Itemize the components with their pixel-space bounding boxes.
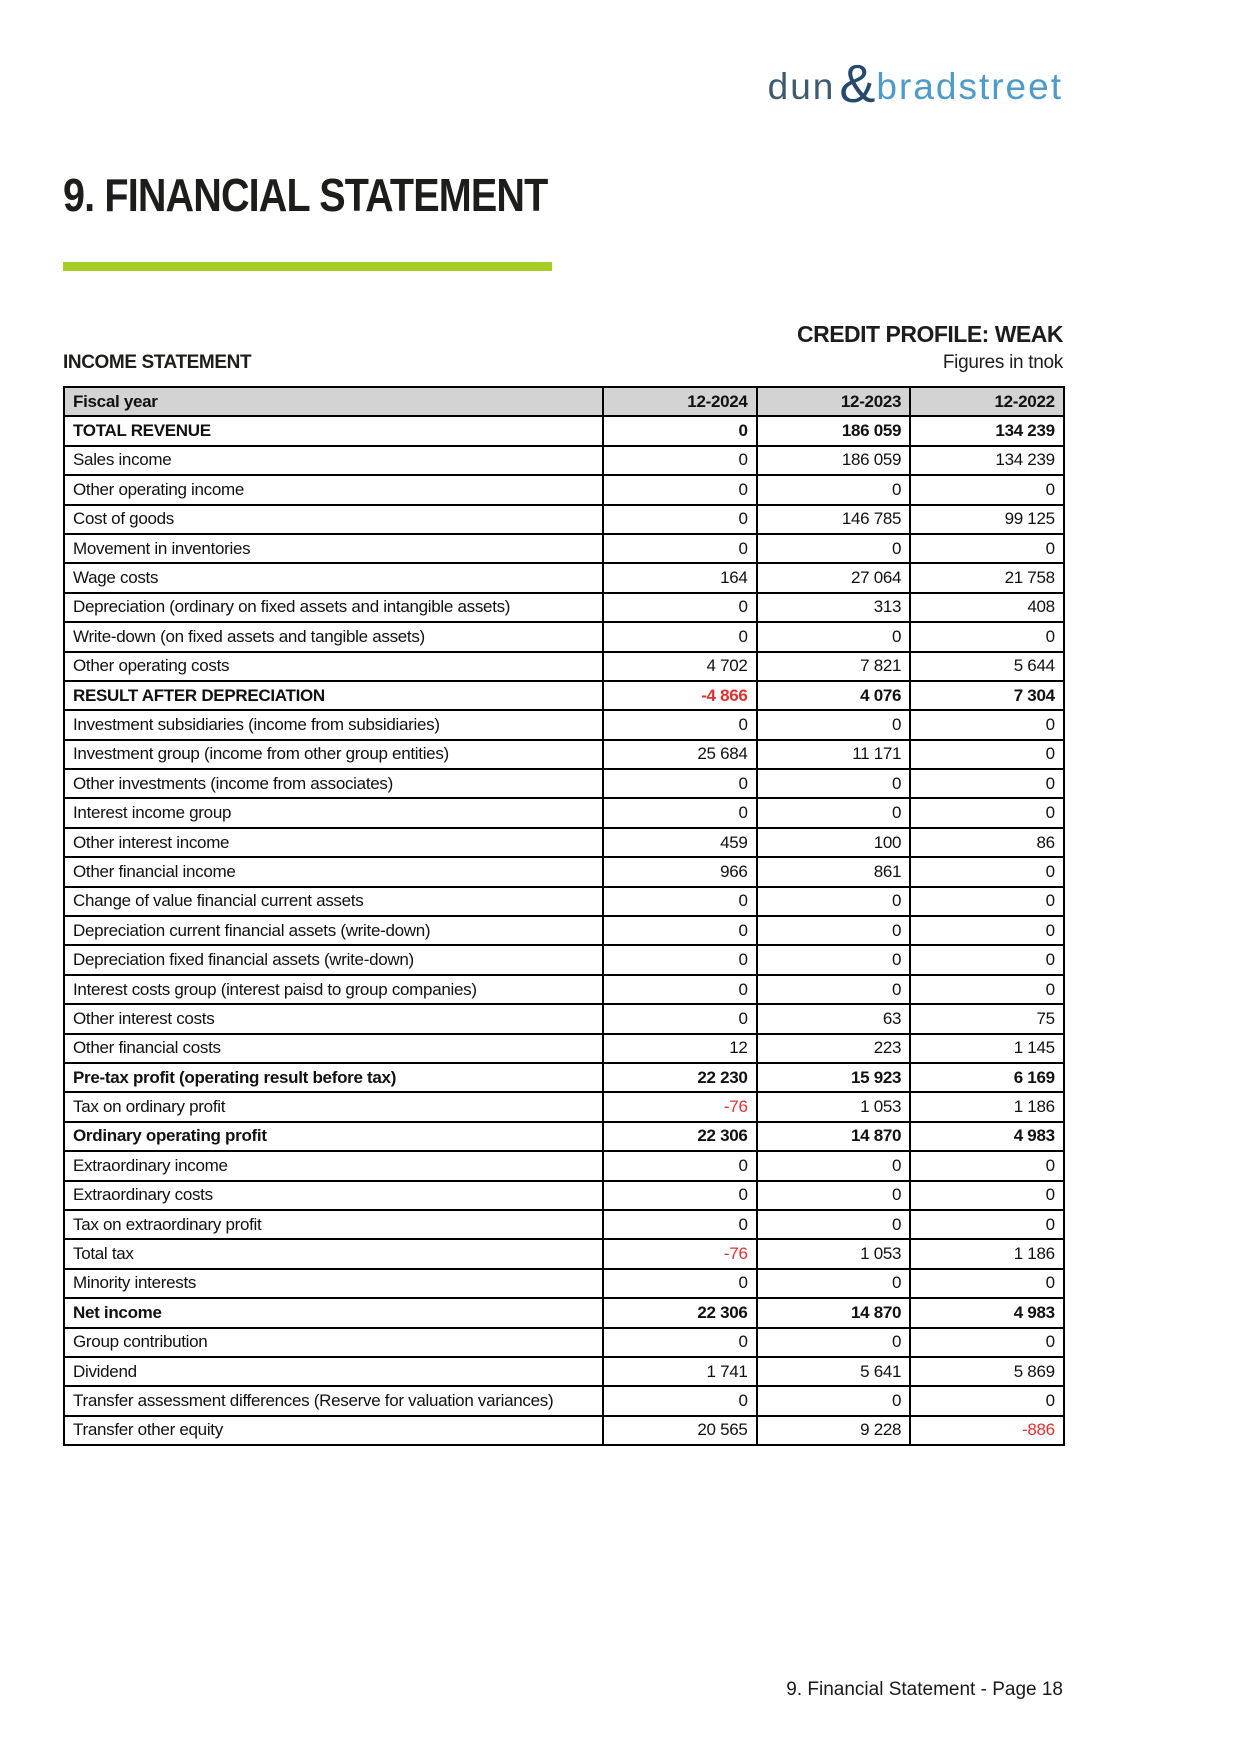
row-label: Tax on ordinary profit bbox=[64, 1092, 603, 1121]
value-cell: 27 064 bbox=[757, 563, 911, 592]
value-cell: 0 bbox=[757, 1151, 911, 1180]
value-cell: 0 bbox=[757, 887, 911, 916]
table-row bbox=[64, 1357, 1064, 1386]
row-label: TOTAL REVENUE bbox=[64, 416, 603, 445]
table-row bbox=[64, 416, 1064, 445]
title-underline bbox=[63, 262, 552, 271]
row-label: Other operating costs bbox=[64, 652, 603, 681]
row-label: Investment group (income from other group entities) bbox=[64, 740, 603, 769]
value-cell: 146 785 bbox=[757, 505, 911, 534]
table-row bbox=[64, 534, 1064, 563]
row-label: Depreciation fixed financial assets (write-down) bbox=[64, 945, 603, 974]
value-cell: 134 239 bbox=[910, 416, 1064, 445]
row-label: Ordinary operating profit bbox=[64, 1122, 603, 1151]
table-row bbox=[64, 857, 1064, 886]
value-cell: -76 bbox=[603, 1092, 757, 1121]
header-col-2024: 12-2024 bbox=[603, 387, 757, 416]
row-label: Depreciation current financial assets (write-down) bbox=[64, 916, 603, 945]
value-cell: 1 186 bbox=[910, 1092, 1064, 1121]
table-row bbox=[64, 740, 1064, 769]
value-cell: 0 bbox=[603, 798, 757, 827]
value-cell: 0 bbox=[910, 857, 1064, 886]
value-cell: 186 059 bbox=[757, 446, 911, 475]
value-cell: 0 bbox=[603, 1004, 757, 1033]
value-cell: 0 bbox=[603, 1269, 757, 1298]
table-row bbox=[64, 1239, 1064, 1268]
row-label: Investment subsidiaries (income from subsidiaries) bbox=[64, 710, 603, 739]
table-row bbox=[64, 446, 1064, 475]
value-cell: 22 306 bbox=[603, 1298, 757, 1327]
value-cell: 0 bbox=[603, 475, 757, 504]
value-cell: 9 228 bbox=[757, 1416, 911, 1445]
row-label: Minority interests bbox=[64, 1269, 603, 1298]
value-cell: 0 bbox=[910, 710, 1064, 739]
row-label: Transfer assessment differences (Reserve for valuation variances) bbox=[64, 1386, 603, 1415]
value-cell: -4 866 bbox=[603, 681, 757, 710]
value-cell: -76 bbox=[603, 1239, 757, 1268]
table-row bbox=[64, 622, 1064, 651]
value-cell: 0 bbox=[757, 798, 911, 827]
value-cell: 86 bbox=[910, 828, 1064, 857]
value-cell: 861 bbox=[757, 857, 911, 886]
value-cell: 0 bbox=[603, 446, 757, 475]
value-cell: 0 bbox=[910, 475, 1064, 504]
row-label: Wage costs bbox=[64, 563, 603, 592]
header-fiscal-year: Fiscal year bbox=[64, 387, 603, 416]
dun-bradstreet-logo: dun & bradstreet bbox=[767, 54, 1063, 114]
value-cell: 1 053 bbox=[757, 1092, 911, 1121]
value-cell: 0 bbox=[910, 945, 1064, 974]
logo-text-dun: dun bbox=[767, 66, 836, 107]
value-cell: 0 bbox=[603, 1386, 757, 1415]
value-cell: 75 bbox=[910, 1004, 1064, 1033]
value-cell: 0 bbox=[910, 1181, 1064, 1210]
value-cell: 5 644 bbox=[910, 652, 1064, 681]
value-cell: 63 bbox=[757, 1004, 911, 1033]
value-cell: 4 702 bbox=[603, 652, 757, 681]
value-cell: 0 bbox=[603, 1181, 757, 1210]
value-cell: 7 304 bbox=[910, 681, 1064, 710]
row-label: Depreciation (ordinary on fixed assets and intangible assets) bbox=[64, 593, 603, 622]
value-cell: 0 bbox=[757, 769, 911, 798]
value-cell: 0 bbox=[757, 1181, 911, 1210]
value-cell: 459 bbox=[603, 828, 757, 857]
row-label: Movement in inventories bbox=[64, 534, 603, 563]
row-label: Tax on extraordinary profit bbox=[64, 1210, 603, 1239]
row-label: Total tax bbox=[64, 1239, 603, 1268]
value-cell: 0 bbox=[603, 1210, 757, 1239]
table-row bbox=[64, 1063, 1064, 1092]
value-cell: 0 bbox=[910, 916, 1064, 945]
figures-unit-note: Figures in tnok bbox=[942, 352, 1063, 373]
table-row bbox=[64, 945, 1064, 974]
value-cell: 0 bbox=[603, 945, 757, 974]
value-cell: 1 145 bbox=[910, 1034, 1064, 1063]
table-row bbox=[64, 1034, 1064, 1063]
row-label: Change of value financial current assets bbox=[64, 887, 603, 916]
table-row bbox=[64, 1181, 1064, 1210]
table-row bbox=[64, 916, 1064, 945]
row-label: Pre-tax profit (operating result before tax) bbox=[64, 1063, 603, 1092]
value-cell: 0 bbox=[603, 975, 757, 1004]
value-cell: 0 bbox=[910, 975, 1064, 1004]
value-cell: 0 bbox=[757, 1386, 911, 1415]
value-cell: 0 bbox=[757, 1269, 911, 1298]
value-cell: 408 bbox=[910, 593, 1064, 622]
value-cell: 0 bbox=[757, 945, 911, 974]
value-cell: 0 bbox=[603, 1151, 757, 1180]
value-cell: 0 bbox=[757, 475, 911, 504]
row-label: Sales income bbox=[64, 446, 603, 475]
logo-text-bradstreet: bradstreet bbox=[876, 66, 1063, 107]
row-label: Other operating income bbox=[64, 475, 603, 504]
table-row bbox=[64, 887, 1064, 916]
value-cell: 0 bbox=[603, 416, 757, 445]
value-cell: 0 bbox=[603, 887, 757, 916]
table-row bbox=[64, 505, 1064, 534]
table-row bbox=[64, 1328, 1064, 1357]
value-cell: 0 bbox=[757, 710, 911, 739]
table-row bbox=[64, 563, 1064, 592]
value-cell: 5 641 bbox=[757, 1357, 911, 1386]
row-label: Extraordinary income bbox=[64, 1151, 603, 1180]
value-cell: 0 bbox=[757, 975, 911, 1004]
value-cell: 0 bbox=[757, 916, 911, 945]
row-label: Other investments (income from associates) bbox=[64, 769, 603, 798]
credit-profile-label: CREDIT PROFILE: WEAK bbox=[797, 321, 1063, 347]
row-label: Other financial costs bbox=[64, 1034, 603, 1063]
row-label: Group contribution bbox=[64, 1328, 603, 1357]
value-cell: 0 bbox=[910, 887, 1064, 916]
row-label: Write-down (on fixed assets and tangible assets) bbox=[64, 622, 603, 651]
value-cell: 14 870 bbox=[757, 1122, 911, 1151]
table-row bbox=[64, 769, 1064, 798]
table-row bbox=[64, 1151, 1064, 1180]
table-header-row bbox=[64, 387, 1064, 416]
table-row bbox=[64, 710, 1064, 739]
table-row bbox=[64, 1386, 1064, 1415]
table-row bbox=[64, 475, 1064, 504]
value-cell: 0 bbox=[910, 1210, 1064, 1239]
page-footer: 9. Financial Statement - Page 18 bbox=[786, 1679, 1063, 1700]
value-cell: 25 684 bbox=[603, 740, 757, 769]
value-cell: 0 bbox=[910, 1151, 1064, 1180]
income-statement-table bbox=[63, 386, 1065, 1446]
row-label: Other interest income bbox=[64, 828, 603, 857]
table-meta-row bbox=[63, 352, 1063, 374]
value-cell: 0 bbox=[910, 534, 1064, 563]
value-cell: 12 bbox=[603, 1034, 757, 1063]
value-cell: -886 bbox=[910, 1416, 1064, 1445]
value-cell: 0 bbox=[910, 1386, 1064, 1415]
value-cell: 0 bbox=[603, 916, 757, 945]
table-row bbox=[64, 1210, 1064, 1239]
value-cell: 0 bbox=[757, 622, 911, 651]
row-label: Dividend bbox=[64, 1357, 603, 1386]
row-label: Interest income group bbox=[64, 798, 603, 827]
value-cell: 0 bbox=[910, 1328, 1064, 1357]
value-cell: 100 bbox=[757, 828, 911, 857]
row-label: RESULT AFTER DEPRECIATION bbox=[64, 681, 603, 710]
value-cell: 15 923 bbox=[757, 1063, 911, 1092]
value-cell: 223 bbox=[757, 1034, 911, 1063]
value-cell: 0 bbox=[603, 505, 757, 534]
table-row bbox=[64, 593, 1064, 622]
value-cell: 0 bbox=[910, 622, 1064, 651]
table-row bbox=[64, 828, 1064, 857]
header-col-2022: 12-2022 bbox=[910, 387, 1064, 416]
value-cell: 134 239 bbox=[910, 446, 1064, 475]
table-row bbox=[64, 1122, 1064, 1151]
value-cell: 4 983 bbox=[910, 1122, 1064, 1151]
row-label: Net income bbox=[64, 1298, 603, 1327]
table-row bbox=[64, 652, 1064, 681]
value-cell: 14 870 bbox=[757, 1298, 911, 1327]
value-cell: 0 bbox=[910, 1269, 1064, 1298]
value-cell: 0 bbox=[757, 1328, 911, 1357]
value-cell: 7 821 bbox=[757, 652, 911, 681]
value-cell: 0 bbox=[603, 593, 757, 622]
value-cell: 22 306 bbox=[603, 1122, 757, 1151]
value-cell: 0 bbox=[603, 1328, 757, 1357]
row-label: Cost of goods bbox=[64, 505, 603, 534]
value-cell: 99 125 bbox=[910, 505, 1064, 534]
value-cell: 0 bbox=[910, 798, 1064, 827]
value-cell: 22 230 bbox=[603, 1063, 757, 1092]
table-row bbox=[64, 1416, 1064, 1445]
value-cell: 1 186 bbox=[910, 1239, 1064, 1268]
row-label: Interest costs group (interest paisd to group companies) bbox=[64, 975, 603, 1004]
value-cell: 966 bbox=[603, 857, 757, 886]
value-cell: 0 bbox=[757, 1210, 911, 1239]
value-cell: 164 bbox=[603, 563, 757, 592]
value-cell: 4 076 bbox=[757, 681, 911, 710]
row-label: Transfer other equity bbox=[64, 1416, 603, 1445]
value-cell: 4 983 bbox=[910, 1298, 1064, 1327]
value-cell: 0 bbox=[603, 769, 757, 798]
section-title: INCOME STATEMENT bbox=[63, 352, 252, 373]
value-cell: 0 bbox=[910, 740, 1064, 769]
value-cell: 0 bbox=[603, 622, 757, 651]
table-row bbox=[64, 798, 1064, 827]
row-label: Other financial income bbox=[64, 857, 603, 886]
value-cell: 1 053 bbox=[757, 1239, 911, 1268]
value-cell: 6 169 bbox=[910, 1063, 1064, 1092]
value-cell: 5 869 bbox=[910, 1357, 1064, 1386]
table-row bbox=[64, 1092, 1064, 1121]
header-col-2023: 12-2023 bbox=[757, 387, 911, 416]
value-cell: 313 bbox=[757, 593, 911, 622]
value-cell: 0 bbox=[757, 534, 911, 563]
table-row bbox=[64, 1298, 1064, 1327]
value-cell: 20 565 bbox=[603, 1416, 757, 1445]
value-cell: 21 758 bbox=[910, 563, 1064, 592]
value-cell: 0 bbox=[603, 710, 757, 739]
table-row bbox=[64, 1004, 1064, 1033]
table-row bbox=[64, 1269, 1064, 1298]
value-cell: 186 059 bbox=[757, 416, 911, 445]
table-row bbox=[64, 681, 1064, 710]
value-cell: 0 bbox=[603, 534, 757, 563]
row-label: Extraordinary costs bbox=[64, 1181, 603, 1210]
row-label: Other interest costs bbox=[64, 1004, 603, 1033]
page-title: 9. FINANCIAL STATEMENT bbox=[63, 169, 548, 221]
value-cell: 1 741 bbox=[603, 1357, 757, 1386]
table-row bbox=[64, 975, 1064, 1004]
value-cell: 11 171 bbox=[757, 740, 911, 769]
value-cell: 0 bbox=[910, 769, 1064, 798]
